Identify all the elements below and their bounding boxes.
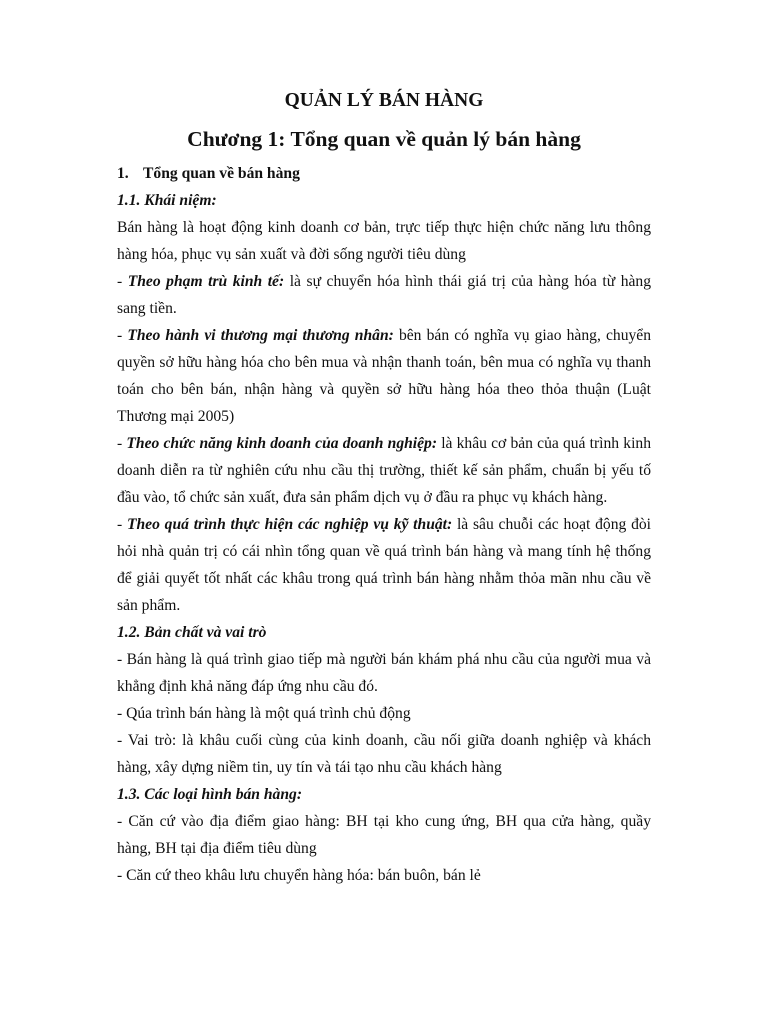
paragraph-commercial — [117, 322, 651, 430]
list-item: - Qúa trình bán hàng là một quá trình chủ động — [117, 705, 411, 722]
dash: - — [117, 273, 128, 290]
lead-term: Theo chức năng kinh doanh của doanh nghiệp: — [126, 435, 438, 452]
list-item: - Căn cứ theo khâu lưu chuyển hàng hóa: bán buôn, bán lẻ — [117, 867, 481, 884]
paragraph-text: là sâu chuỗi các hoạt động đòi hỏi nhà quản trị có cái nhìn tổng quan về quá trình bán hàng và mang tính hệ thống để giải quyết tốt nhất các khâu trong quá trình bán hàng nhằm thỏa mãn nhu cầu về sản phẩm. — [117, 516, 651, 614]
list-item: - Căn cứ vào địa điểm giao hàng: BH tại kho cung ứng, BH qua cửa hàng, quầy hàng, BH tại địa điểm tiêu dùng — [117, 813, 651, 857]
paragraph-text: là sự chuyển hóa hình thái giá trị của hàng hóa từ hàng sang tiền. — [117, 273, 652, 317]
section-number: 1. — [117, 165, 129, 182]
subsection-heading-1-1: 1.1. Khái niệm: — [117, 192, 217, 209]
dash: - — [117, 435, 127, 452]
definition-paragraph: Bán hàng là hoạt động kinh doanh cơ bản, trực tiếp thực hiện chức năng lưu thông hàng hóa, phục vụ sản xuất và đời sống người tiêu dùng — [117, 219, 651, 263]
dash: - — [117, 327, 128, 344]
paragraph-technical-process — [117, 511, 651, 619]
section-heading-text: Tổng quan về bán hàng — [143, 165, 300, 182]
subsection-heading-1-2: 1.2. Bản chất và vai trò — [117, 624, 267, 641]
list-item: - Bán hàng là quá trình giao tiếp mà người bán khám phá nhu cầu của người mua và khẳng định khả năng đáp ứng nhu cầu đó. — [117, 651, 651, 695]
lead-term: Theo phạm trù kinh tế: — [127, 273, 285, 290]
paragraph-text: bên bán có nghĩa vụ giao hàng, chuyển quyền sở hữu hàng hóa cho bên mua và nhận thanh toán, bên mua có nghĩa vụ thanh toán cho bên bán, nhận hàng và quyền sở hữu hàng hóa theo thỏa thuận (Luật Thương mại 2005) — [117, 327, 652, 425]
section-heading — [117, 160, 651, 187]
paragraph-text: là khâu cơ bản của quá trình kinh doanh diễn ra từ nghiên cứu nhu cầu thị trường, thiết kế sản phẩm, chuẩn bị yếu tố đầu vào, tổ chức sản xuất, đưa sản phẩm dịch vụ ở đầu ra phục vụ khách hàng. — [117, 435, 651, 506]
document-title: QUẢN LÝ BÁN HÀNG — [284, 90, 484, 111]
paragraph-business-function — [117, 430, 651, 511]
list-item: - Vai trò: là khâu cuối cùng của kinh doanh, cầu nối giữa doanh nghiệp và khách hàng, xây dựng niềm tin, uy tín và tái tạo nhu cầu khách hàng — [117, 732, 651, 776]
lead-term: Theo hành vi thương mại thương nhân: — [127, 327, 394, 344]
lead-term: Theo quá trình thực hiện các nghiệp vụ kỹ thuật: — [126, 516, 453, 533]
chapter-title: Chương 1: Tổng quan về quản lý bán hàng — [187, 127, 581, 151]
document-page — [117, 82, 651, 889]
subsection-heading-1-3: 1.3. Các loại hình bán hàng: — [117, 786, 303, 803]
dash: - — [117, 516, 127, 533]
paragraph-economic — [117, 268, 651, 322]
